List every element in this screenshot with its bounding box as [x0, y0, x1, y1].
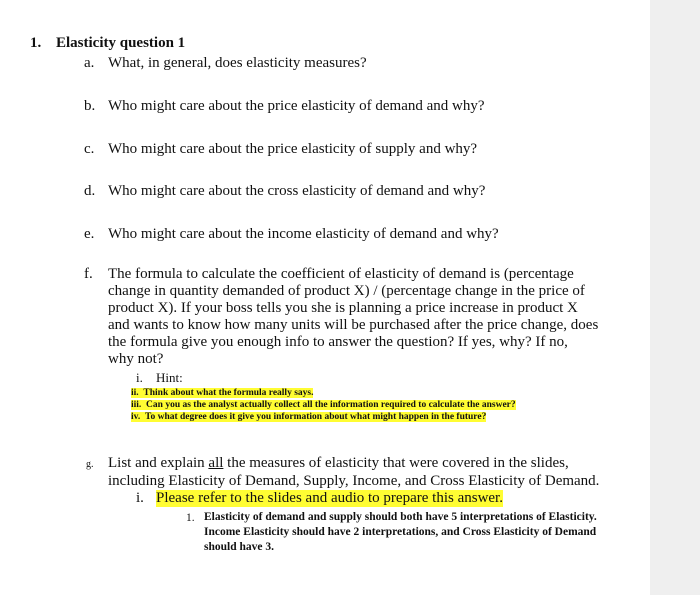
- item-g-text: the measures of elasticity that were covered in the slides,: [223, 455, 569, 471]
- item-e-letter: e.: [84, 226, 95, 242]
- item-g-note: [204, 510, 597, 555]
- hint-subpoint: [131, 399, 516, 411]
- item-g-underlined: all: [208, 455, 224, 471]
- item-e-text: Who might care about the income elasticity of demand and why?: [108, 226, 499, 242]
- note-line: Elasticity of demand and supply should both have 5 interpretations of Elasticity.: [204, 511, 597, 523]
- note-line: should have 3.: [204, 541, 274, 553]
- question-number: 1.: [30, 35, 42, 51]
- subpoint-numeral: iv.: [131, 412, 141, 422]
- item-b-text: Who might care about the price elasticity of demand and why?: [108, 98, 485, 114]
- item-g-sub-text: Please refer to the slides and audio to prepare this answer.: [156, 490, 503, 506]
- hint-numeral: i.: [136, 370, 143, 385]
- subpoint-numeral: ii.: [131, 388, 139, 398]
- item-g-letter: g.: [86, 459, 94, 470]
- item-a-text: What, in general, does elasticity measures?: [108, 55, 367, 71]
- item-f-line: product X). If your boss tells you she is planning a price increase in product X: [108, 300, 578, 316]
- item-f-line: the formula give you enough info to answer the question? If yes, why? If no,: [108, 334, 568, 350]
- hint-label: Hint:: [156, 370, 183, 385]
- item-g-sub-numeral: i.: [136, 490, 144, 506]
- hint-subpoints: [131, 387, 516, 423]
- subpoint-numeral: iii.: [131, 400, 142, 410]
- item-f-line: The formula to calculate the coefficient of elasticity of demand is (percentage: [108, 266, 574, 282]
- question-title: Elasticity question 1: [56, 35, 186, 51]
- item-f-line: and wants to know how many units will be purchased after the price change, does: [108, 317, 599, 333]
- item-c-text: Who might care about the price elasticity of supply and why?: [108, 141, 478, 157]
- item-f-line: why not?: [108, 351, 164, 367]
- item-c-letter: c.: [84, 141, 95, 157]
- note-line: Income Elasticity should have 2 interpretations, and Cross Elasticity of Demand: [204, 526, 597, 538]
- item-g-note-numeral: 1.: [186, 512, 195, 524]
- subpoint-text: Think about what the formula really says.: [143, 388, 314, 398]
- item-g-line-1: [108, 455, 569, 472]
- item-d-text: Who might care about the cross elasticity of demand and why?: [108, 183, 486, 199]
- hint-subpoint: [131, 387, 516, 399]
- item-a-letter: a.: [84, 55, 95, 71]
- item-b-letter: b.: [84, 98, 96, 114]
- item-f-line: change in quantity demanded of product X) / (percentage change in the price of: [108, 283, 585, 299]
- item-f-paragraph: [108, 266, 598, 368]
- subpoint-text: To what degree does it give you information about what might happen in the future?: [145, 412, 487, 422]
- item-f-letter: f.: [84, 266, 93, 282]
- page-margin-strip: [650, 0, 700, 595]
- item-g-line-2: including Elasticity of Demand, Supply, Income, and Cross Elasticity of Demand.: [108, 473, 600, 489]
- subpoint-text: Can you as the analyst actually collect all the information required to calculate the answer?: [146, 400, 516, 410]
- item-g-text: List and explain: [108, 455, 209, 471]
- hint-subpoint: [131, 411, 516, 423]
- item-d-letter: d.: [84, 183, 96, 199]
